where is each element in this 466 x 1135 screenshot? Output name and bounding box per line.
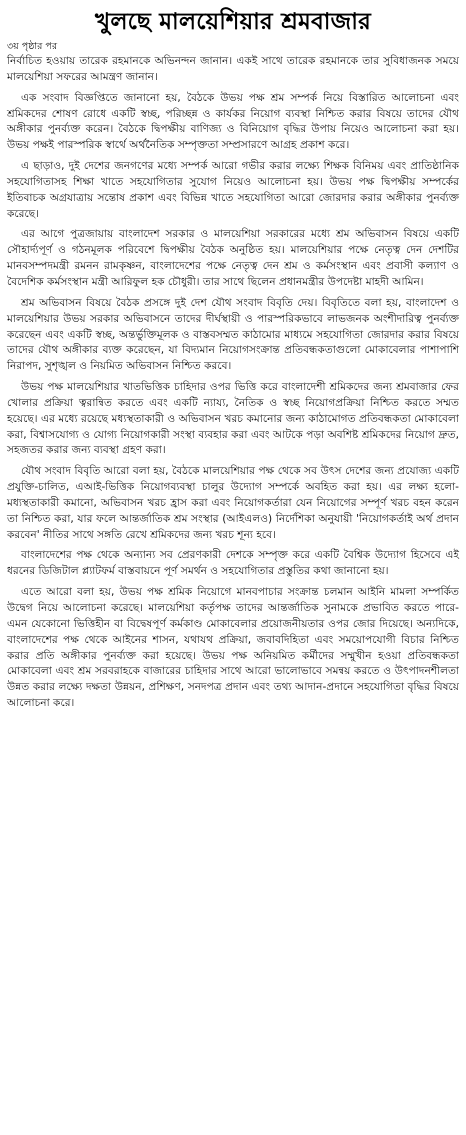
article-paragraph: যৌথ সংবাদ বিবৃতি আরো বলা হয়, বৈঠকে মালয়েশিয়ার পক্ষ থেকে সব উৎস দেশের জন্য প্রযোজ্য একটি প্রযুক্তি-চালিত, এআই-ভিত্তিক নিয়োগব্যবস্থা চালুর উদ্যোগ সম্পর্কে অবহিত করা হয়। এর লক্ষ্য হলো- মধ্যস্থতাকারী কমানো, অভিবাসন খরচ হ্রাস করা এবং নিয়োগকর্তারা যেন নিয়োগের সম্পূর্ণ খরচ বহন করেন তা নিশ্চিত করা, যার ফলে আন্তর্জাতিক শ্রম সংস্থার (আইএলও) নির্দেশিকা অনুযায়ী 'নিয়োগকর্তাই অর্থ প্রদান করবেন' নীতির সাথে সঙ্গতি রেখে শ্রমিকদের জন্য খরচ শূন্য হবে।: [7, 465, 459, 541]
article-paragraph: এক সংবাদ বিজ্ঞপ্তিতে জানানো হয়, বৈঠকে উভয় পক্ষ শ্রম সম্পর্ক নিয়ে বিস্তারিত আলোচনা এবং শ্রমিকদের শোষণ রোধে একটি স্বচ্ছ, পরিচ্ছন্ন ও কার্যকর নিয়োগ ব্যবস্থা নিশ্চিত করার বিষয়ে তাদের যৌথ অঙ্গীকার পুনর্ব্যক্ত করেন। বৈঠকে দ্বিপক্ষীয় বাণিজ্য ও বিনিয়োগ বৃদ্ধির উপায় নিয়েও আলোচনা করা হয়। উভয় পক্ষই পারস্পরিক স্বার্থে অর্থনৈতিক সম্পৃক্ততা সম্প্রসারণে আগ্রহ প্রকাশ করে।: [7, 91, 459, 152]
article-headline: খুলছে মালয়েশিয়ার শ্রমবাজার: [95, 9, 371, 35]
article-paragraph: এর আগে পুত্রজায়ায় বাংলাদেশ সরকার ও মালয়েশিয়া সরকারের মধ্যে শ্রম অভিবাসন বিষয়ে একটি সৌহার্দ্যপূর্ণ ও গঠনমূলক পরিবেশে দ্বিপক্ষীয় বৈঠক অনুষ্ঠিত হয়। মালয়েশিয়ার পক্ষে নেতৃত্ব দেন দেশটির মানবসম্পদমন্ত্রী রমনন রামকৃষ্ণন, বাংলাদেশের পক্ষে নেতৃত্ব দেন শ্রম ও কর্মসংস্থান এবং প্রবাসী কল্যাণ ও বৈদেশিক কর্মসংস্থান মন্ত্রী আরিফুল হক চৌধুরী। তার সাথে ছিলেন প্রধানমন্ত্রীর উপদেষ্টা মাহদী আমিন।: [7, 228, 459, 288]
article-paragraph: এ ছাড়াও, দুই দেশের জনগণের মধ্যে সম্পর্ক আরো গভীর করার লক্ষ্যে শিক্ষক বিনিময় এবং প্রাতিষ্ঠানিক সহযোগিতাসহ শিক্ষা খাতে সহযোগিতার সুযোগ নিয়েও আলোচনা হয়। উভয় পক্ষ দ্বিপক্ষীয় সম্পর্কের ইতিবাচক অগ্রযাত্রায় সন্তোষ প্রকাশ এবং বিভিন্ন খাতে সহযোগিতা আরো জোরদার করার অঙ্গীকার পুনর্ব্যক্ত করেছে।: [7, 160, 459, 220]
article-paragraph: নির্বাচিত হওয়ায় তারেক রহমানকে অভিনন্দন জানান। একই সাথে তারেক রহমানকে তার সুবিধাজনক সময়ে মালয়েশিয়া সফরের আমন্ত্রণ জানান।: [7, 55, 459, 83]
article-paragraph: শ্রম অভিবাসন বিষয়ে বৈঠক প্রসঙ্গে দুই দেশ যৌথ সংবাদ বিবৃতি দেয়। বিবৃতিতে বলা হয়, বাংলাদেশ ও মালয়েশিয়ার উভয় সরকার অভিবাসনে তাদের দীর্ঘস্থায়ী ও পারস্পরিকভাবে লাভজনক অংশীদারিত্ব পুনর্ব্যক্ত করেছেন এবং একটি স্বচ্ছ, অন্তর্ভুক্তিমূলক ও বাস্তবসম্মত কাঠামোর মাধ্যমে সহযোগিতা জোরদার করার বিষয়ে তাদের যৌথ অঙ্গীকার ব্যক্ত করেছেন, যা বিদ্যমান নিয়োগসংক্রান্ত প্রতিবন্ধকতাগুলো মোকাবেলার পাশাপাশি নিরাপদ, সুশৃঙ্খল ও নিয়মিত অভিবাসন নিশ্চিত করবে।: [7, 296, 459, 373]
article-paragraph: এতে আরো বলা হয়, উভয় পক্ষ শ্রমিক নিয়োগে মানবপাচার সংক্রান্ত চলমান আইনি মামলা সম্পর্কিত উদ্বেগ নিয়ে আলোচনা করেছে। মালয়েশিয়া কর্তৃপক্ষ তাদের আন্তর্জাতিক সুনামকে প্রভাবিত করতে পারে- এমন যেকোনো ভিত্তিহীন বা বিদ্বেষপূর্ণ কর্মকাণ্ড মোকাবেলার প্রয়োজনীয়তার ওপর জোর দিয়েছে। অন্যদিকে, বাংলাদেশের পক্ষ থেকে আইনের শাসন, যথাযথ প্রক্রিয়া, জবাবদিহিতা এবং সময়োপযোগী বিচার নিশ্চিত করার প্রতি অঙ্গীকার পুনর্ব্যক্ত করা হয়েছে। উভয় পক্ষ অনিয়মিত কর্মীদের সম্মুখীন হওয়া প্রতিবন্ধকতা মোকাবেলা এবং শ্রম সরবরাহকে বাজারের চাহিদার সাথে আরো ভালোভাবে সমন্বয় করতে ও উৎপাদনশীলতা উন্নত করার লক্ষ্যে দক্ষতা উন্নয়ন, প্রশিক্ষণ, সনদপত্র প্রদান এবং তথ্য আদান-প্রদানে সহযোগিতা বৃদ্ধির বিষয়ে আলোচনা করে।: [7, 586, 459, 710]
article-paragraph: উভয় পক্ষ মালয়েশিয়ার খাতভিত্তিক চাহিদার ওপর ভিত্তি করে বাংলাদেশী শ্রমিকদের জন্য শ্রমবাজার ফের খোলার প্রক্রিয়া ত্বরান্বিত করতে এবং একটি ন্যায্য, নৈতিক ও স্বচ্ছ নিয়োগপ্রক্রিয়া নিশ্চিত করতে সম্মত হয়েছে। এর মধ্যে রয়েছে মধ্যস্থতাকারী ও অভিবাসন খরচ কমানোর জন্য কাঠামোগত প্রতিবন্ধকতা মোকাবেলা করা, বিশ্বাসযোগ্য ও যোগ্য নিয়োগকারী সংস্থা ব্যবহার করা এবং আটকে পড়া অবশিষ্ট শ্রমিকদের নিয়োগ দ্রুত, সহজতর করার জন্য ব্যবস্থা গ্রহণ করা।: [7, 381, 459, 457]
article-paragraph: বাংলাদেশের পক্ষ থেকে অন্যান্য সব প্রেরণকারী দেশকে সম্পৃক্ত করে একটি বৈশ্বিক উদ্যোগ হিসেবে এই ধরনের ডিজিটাল প্ল্যাটফর্ম বাস্তবায়নে পূর্ণ সমর্থন ও সহযোগিতার প্রস্তুতির কথা জানানো হয়।: [7, 549, 459, 578]
continued-from-label: ৩য় পৃষ্ঠার পর: [7, 41, 58, 52]
